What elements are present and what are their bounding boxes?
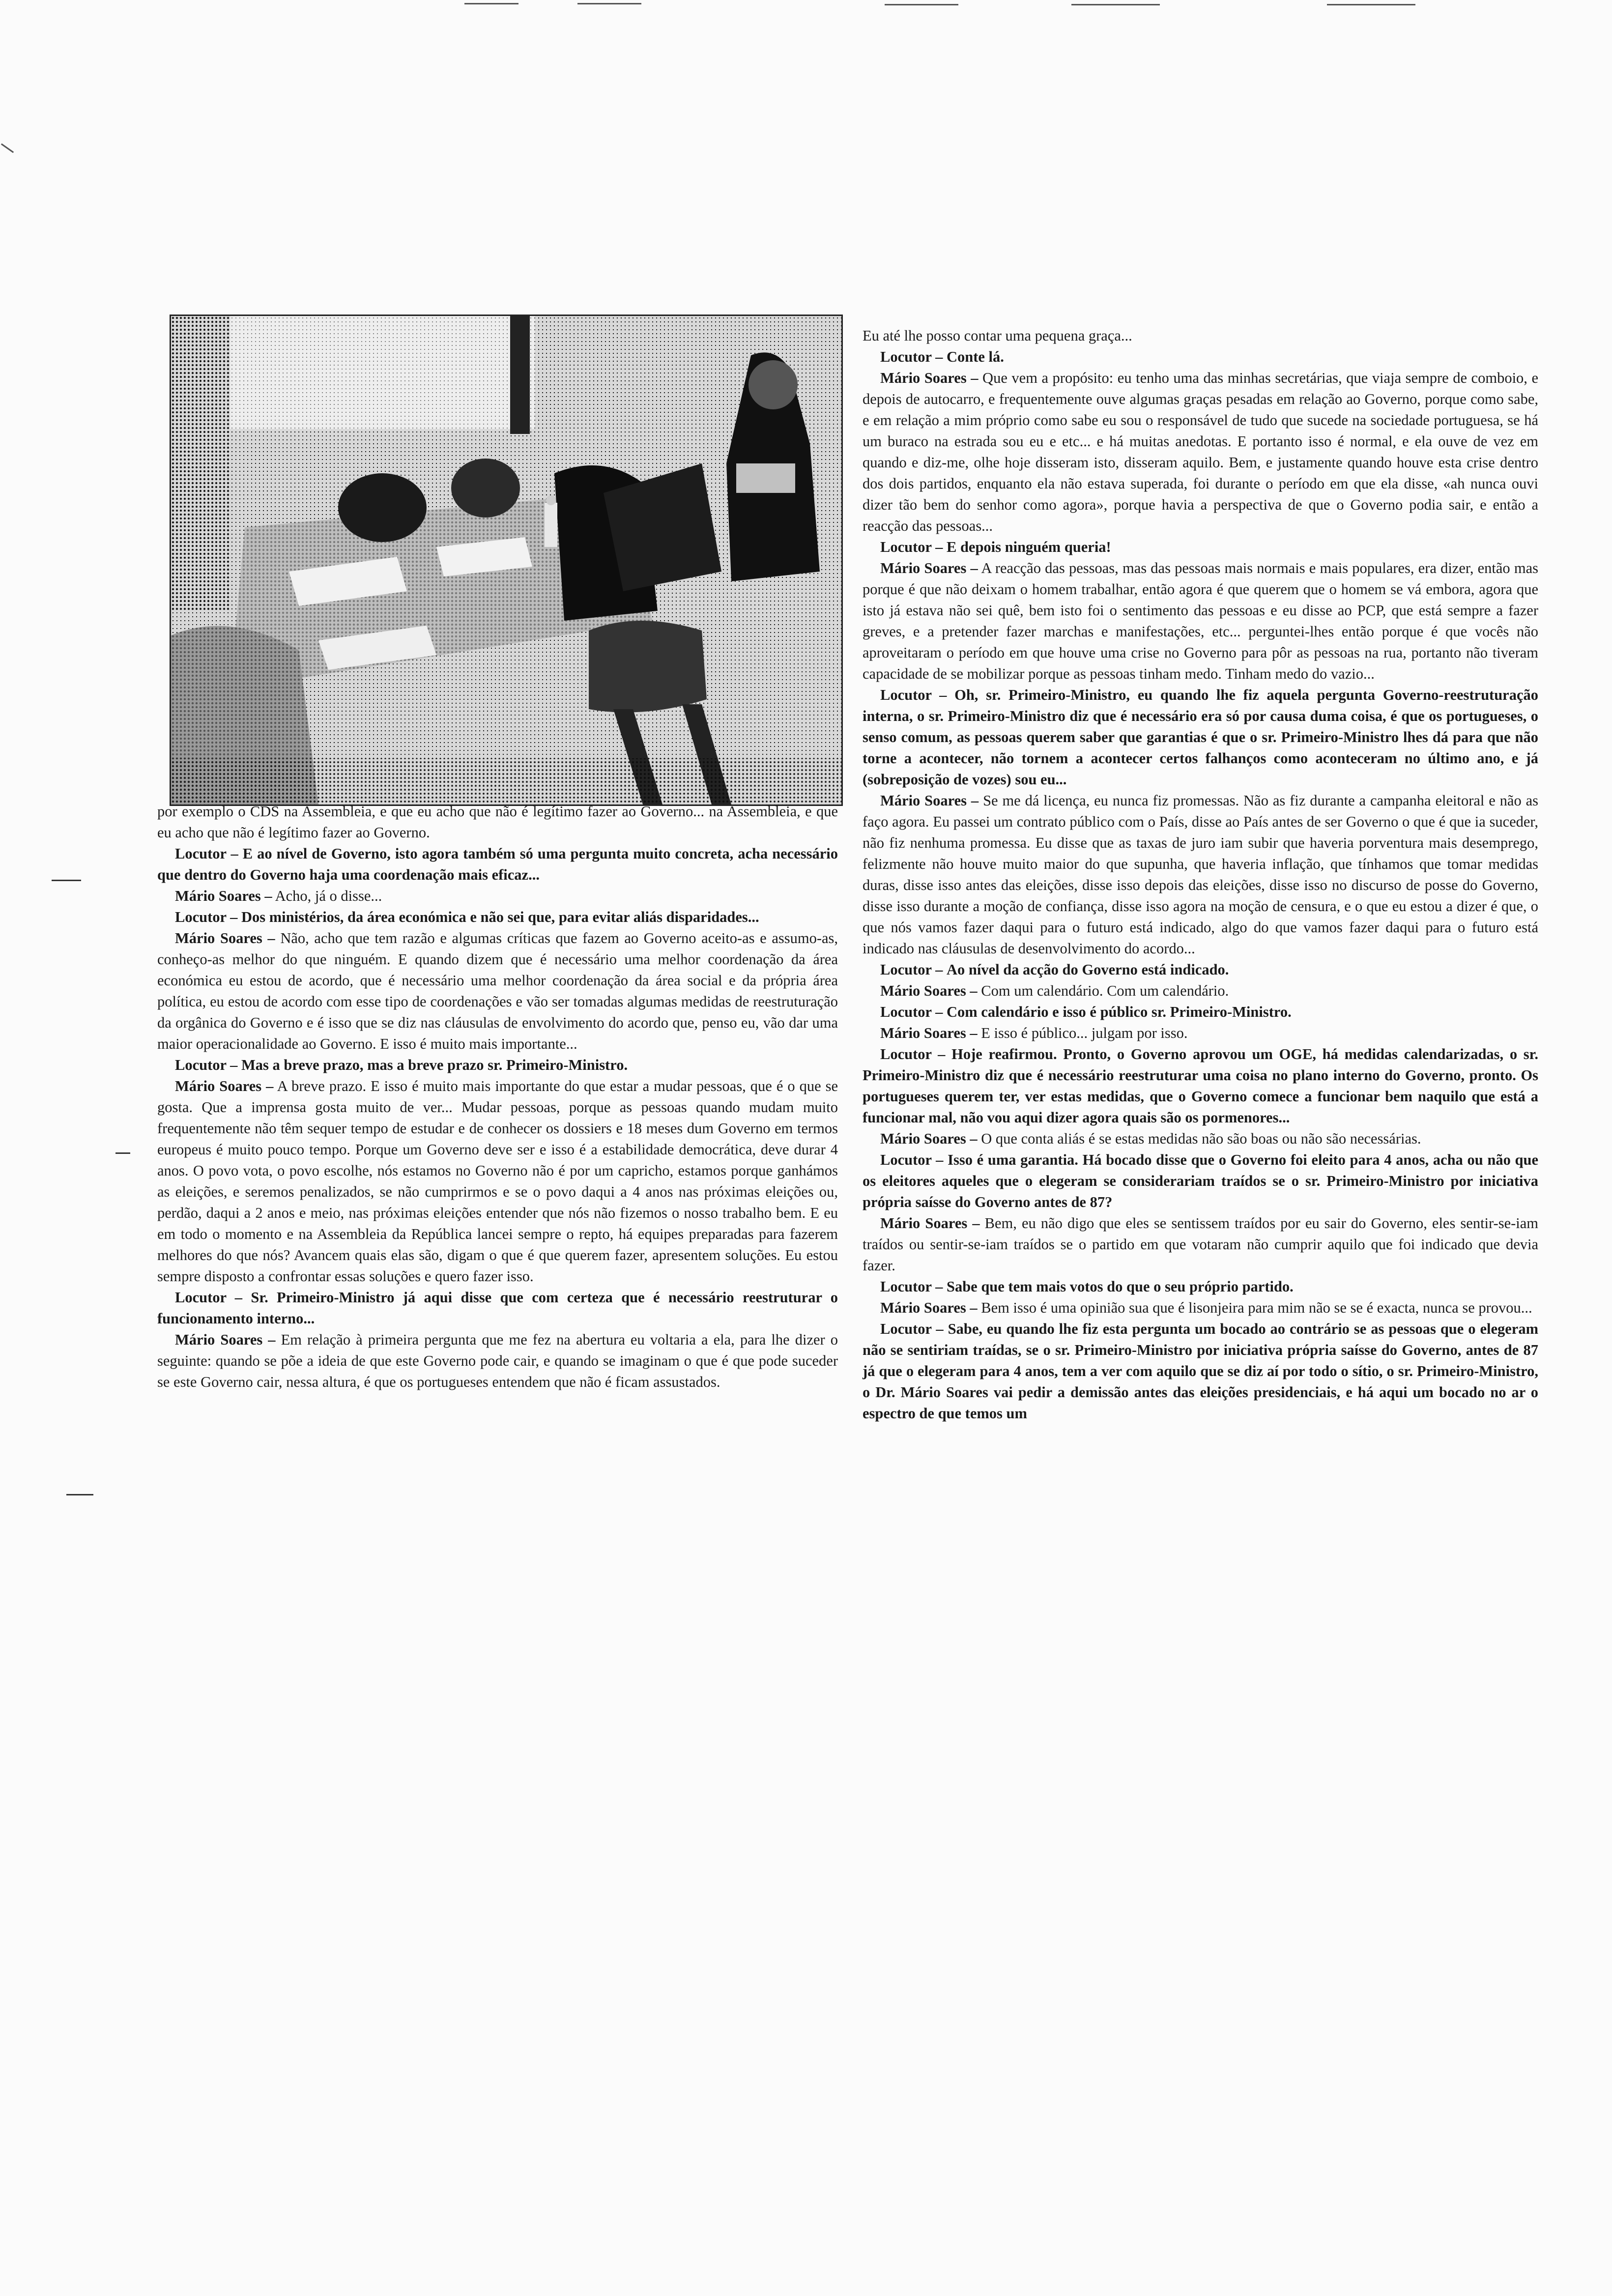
scan-edge-mark [464,3,518,4]
paragraph [863,1149,1538,1213]
paragraph [863,537,1538,558]
paragraph [863,325,1538,346]
paragraph-text: E depois ninguém queria! [947,539,1111,555]
speaker-label: Locutor – [175,1289,243,1306]
paragraph [863,1276,1538,1297]
paragraph-text: Hoje reafirmou. Pronto, o Governo aprovou um OGE, há medidas calendarizadas, o sr. Primeiro-Ministro diz que é necessário reestruturar uma coisa no plano interno do Governo, pronto. Os portugueses querem ter, ver estas medidas, que o Governo comece a funcionar bem naquilo que está a funcionar mal, não vou aqui dizer agora quais são os pormenores... [863,1046,1539,1126]
paragraph-text: Ao nível da acção do Governo está indicado. [947,961,1229,978]
newspaper-photo [170,315,843,806]
speaker-label: Mário Soares – [880,1130,978,1147]
margin-mark [52,880,81,881]
meeting-photo-image [171,316,841,804]
paragraph [863,1128,1538,1149]
paragraph-text: Sabe que tem mais votos do que o seu próprio partido. [947,1278,1294,1295]
speaker-label: Locutor – [880,539,943,555]
speaker-label: Locutor – [880,1151,944,1168]
speaker-label: Mário Soares – [880,560,978,576]
right-text-column [863,325,1538,1424]
paragraph [863,1319,1538,1424]
scan-edge-mark [885,4,958,5]
paragraph [863,1044,1538,1128]
paragraph [863,980,1538,1002]
speaker-label: Mário Soares – [880,982,978,999]
paragraph-text: Mas a breve prazo, mas a breve prazo sr. Primeiro-Ministro. [241,1057,628,1073]
paragraph [157,886,838,907]
paragraph-text: Sr. Primeiro-Ministro já aqui disse que com certeza que é necessário reestruturar o funcionamento interno... [157,1289,838,1327]
paragraph-text: Dos ministérios, da área económica e não sei que, para evitar aliás disparidades... [241,909,759,925]
speaker-label: Locutor – [175,845,238,862]
speaker-label: Locutor – [880,1278,943,1295]
speaker-label: Mário Soares – [880,370,979,386]
speaker-label: Mário Soares – [175,1078,274,1094]
paragraph [157,1055,838,1076]
paragraph-text: Com um calendário. Com um calendário. [981,982,1229,999]
scan-edge-mark [1327,4,1415,5]
paragraph [157,928,838,1055]
paragraph [863,1002,1538,1023]
paragraph-text: Que vem a propósito: eu tenho uma das minhas secretárias, que viaja sempre de comboio, e depois de autocarro, e frequentemente ouve algumas graças pesadas em relação ao Governo, porque como sabe, e em relação a mim próprio como sabe eu sou o responsável de tudo que sucede na sociedade portuguesa, se há um buraco na estrada sou eu e etc... e há muitas anedotas. E portanto isso é normal, e ela ouve de vez em quando e diz-me, olhe hoje disseram isto, disseram aquilo. Bem, e justamente quando houve esta crise dentro dos dois partidos, enquanto ela não estava superada, foi durante o período em que ela disse, «ah nunca ouvi dizer tão bem do senhor como agora», porque havia a perspectiva de que o Governo podia sair, e então a reacção das pessoas... [863,370,1538,534]
speaker-label: Mário Soares – [880,792,979,809]
paragraph [863,959,1538,980]
paragraph-text: E ao nível de Governo, isto agora também só uma pergunta muito concreta, acha necessário que dentro do Governo haja uma coordenação mais eficaz... [157,845,838,883]
speaker-label: Mário Soares – [880,1215,980,1232]
speaker-label: Locutor – [880,687,947,703]
paragraph [863,1023,1538,1044]
paragraph [863,368,1538,537]
speaker-label: Locutor – [880,1320,944,1337]
paragraph [157,1287,838,1329]
paragraph [863,346,1538,368]
paragraph-text: Eu até lhe posso contar uma pequena graça... [863,327,1132,344]
paragraph-text: Isso é uma garantia. Há bocado disse que o Governo foi eleito para 4 anos, acha ou não que os eleitores aqueles que o elegeram se considerariam traídos se o sr. Primeiro-Ministro por iniciativa própria saísse do Governo antes de 87? [863,1151,1538,1210]
speaker-label: Mário Soares – [175,888,272,904]
paragraph-text: E isso é público... julgam por isso. [981,1025,1188,1041]
paragraph-text: Em relação à primeira pergunta que me fez na abertura eu voltaria a ela, para lhe dizer o seguinte: quando se põe a ideia de que este Governo pode cair, e quando se imaginam o que é que pode suceder se este Governo cair, nessa altura, é que os portugueses entendem que não é ficam assustados. [157,1331,838,1390]
paragraph [157,1076,838,1287]
paragraph-text: A reacção das pessoas, mas das pessoas mais normais e mais populares, era dizer, então mas porque é que não deixam o homem trabalhar, então agora é que querem que o homem se vá embora, agora que isto já estava não sei quê, bem isto foi o sentimento das pessoas e eu disse ao PCP, que está sempre a fazer greves, e a pretender fazer marchas e manifestações, etc... perguntei-lhes então porque é que vocês não aproveitaram o período em que houve uma crise no Governo para pôr as pessoas na rua, portanto não tiveram capacidade de se mobilizar porque as pessoas tinham medo. Tinham medo do vazio... [863,560,1538,682]
scan-edge-mark [1,144,14,153]
paragraph: por exemplo o CDS na Assembleia, e que eu acho que não é legítimo fazer ao Governo... na Assembleia, e que eu acho que não é legítimo fazer ao Governo. [157,803,838,841]
paragraph-text: Com calendário e isso é público sr. Primeiro-Ministro. [947,1004,1292,1020]
speaker-label: Locutor – [175,1057,238,1073]
paragraph [863,1213,1538,1276]
paragraph-text: Bem isso é uma opinião sua que é lisonjeira para mim não se se é exacta, nunca se provou... [981,1299,1532,1316]
paragraph-text: Acho, já o disse... [275,888,382,904]
paragraph [863,685,1538,790]
left-text-column [157,801,838,1393]
speaker-label: Mário Soares – [175,1331,276,1348]
paragraph [157,1329,838,1393]
scan-edge-mark [1071,4,1160,5]
scan-edge-mark [577,3,641,4]
paragraph-text: A breve prazo. E isso é muito mais importante do que estar a mudar pessoas, que é o que se gosta. Que a imprensa gosta muito de ver... Mudar pessoas, porque as pessoas quando mudam muito frequentemente não têm sequer tempo de estudar e de conhecer os dossiers e 18 meses dum Governo em termos europeus é muito pouco tempo. Porque um Governo deve ser e isso é a estabilidade democrática, deve durar 4 anos. O povo vota, o povo escolhe, nós estamos no Governo não é por um capricho, estamos porque ganhámos as eleições, e seremos penalizados, se não cumprirmos e se o povo daqui a 4 anos nas próximas eleições ou, perdão, daqui a 2 anos e meio, nas próximas eleições entender que nós não fizemos o nosso trabalho bem. E eu em todo o momento e na Assembleia da República lancei sempre o repto, há equipes preparadas para fazerem melhores do que nós? Avancem quais elas são, digam o que é que querem fazer, apresentem soluções. Eu estou sempre disposto a confrontar essas soluções e quero fazer isso. [157,1078,838,1285]
margin-mark [115,1152,130,1154]
paragraph [157,843,838,886]
paragraph-text: Oh, sr. Primeiro-Ministro, eu quando lhe fiz aquela pergunta Governo-reestruturação interna, o sr. Primeiro-Ministro diz que é necessário era só por causa duma coisa, é que os portugueses, o senso comum, as pessoas querem saber que garantias é que o sr. Primeiro-Ministro lhes dá para que não torne a acontecer, não tornem a acontecer certos falhanços como aconteceram no último ano, e já (sobreposição de vozes) sou eu... [863,687,1538,788]
paragraph-text: Bem, eu não digo que eles se sentissem traídos por eu sair do Governo, eles sentir-se-iam traídos ou sentir-se-iam traídos se o partido em que votaram não cumprir aquilo que foi indicado que devia fazer. [863,1215,1539,1274]
speaker-label: Locutor – [880,1046,946,1062]
paragraph [863,558,1538,685]
speaker-label: Mário Soares – [880,1025,978,1041]
speaker-label: Mário Soares – [880,1299,978,1316]
paragraph-text: Não, acho que tem razão e algumas críticas que fazem ao Governo aceito-as e assumo-as, conheço-as melhor do que ninguém. E quando dizem que é necessário uma melhor coordenação da área económica eu estou de acordo, que é necessário uma melhor coordenação da área social e da própria área política, eu estou de acordo com esse tipo de coordenações e vão ser tomadas algumas medidas de reestruturação da orgânica do Governo e é isso que se diz nas cláusulas de envolvimento do acordo que, penso eu, vão dar uma maior operacionalidade ao Governo. E isso é muito mais importante... [157,930,838,1052]
paragraph-text: Se me dá licença, eu nunca fiz promessas. Não as fiz durante a campanha eleitoral e não as faço agora. Eu passei um contrato público com o País, disse ao País antes de ser Governo o que é que ia suceder, não fiz nenhuma promessa. Eu disse que as taxas de juro iam subir que haveria porventura mais desemprego, felizmente não houve muito maior do que supunha, que haveria inflação, que tínhamos que tomar medidas duras, disse isso antes das eleições, disse isso depois das eleições, disse isso no discurso de posse do Governo, disse isso durante a moção de confiança, disse isso agora na moção de censura, e o que eu estou a dizer é que, o que nós vamos fazer daqui para o futuro está indicado, algo do que vamos fazer daqui para o futuro está indicado nas cláusulas de desenvolvimento do acordo... [863,792,1539,957]
speaker-label: Locutor – [880,348,943,365]
paragraph [157,907,838,928]
paragraph [863,790,1538,959]
margin-mark [66,1494,93,1495]
paragraph-text: Conte lá. [947,348,1004,365]
paragraph-text: O que conta aliás é se estas medidas não são boas ou não são necessárias. [981,1130,1421,1147]
paragraph [863,1297,1538,1319]
speaker-label: Locutor – [880,961,943,978]
speaker-label: Locutor – [880,1004,943,1020]
paragraph-text: Sabe, eu quando lhe fiz esta pergunta um bocado ao contrário se as pessoas que o elegeram não se sentiriam traídas, se o sr. Primeiro-Ministro por iniciativa própria saísse do Governo, antes de 87 já que o elegeram para 4 anos, tem a ver com aquilo que se diz aí por todo o sítio, o sr. Primeiro-Ministro, o Dr. Mário Soares vai pedir a demissão antes das eleições presidenciais, e há aqui um bocado no ar o espectro de que temos um [863,1320,1538,1422]
speaker-label: Locutor – [175,909,238,925]
speaker-label: Mário Soares – [175,930,275,947]
